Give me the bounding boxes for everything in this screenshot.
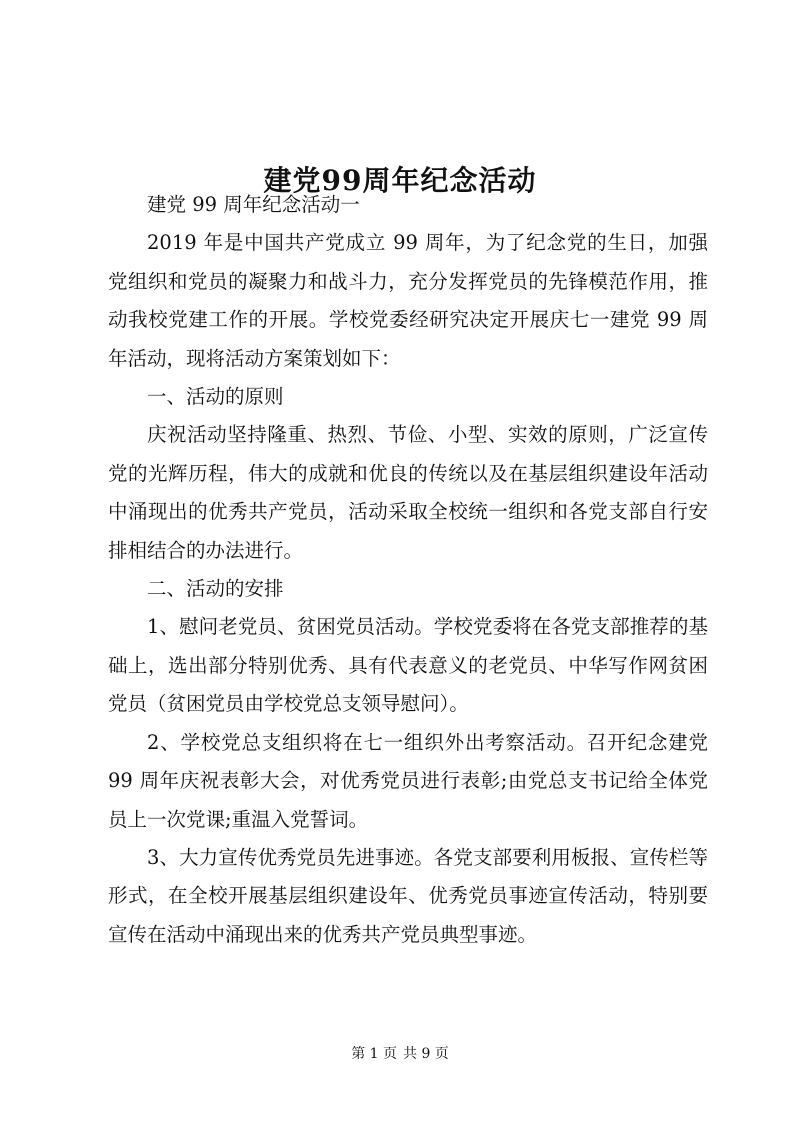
page-total: 共 9 页	[403, 1046, 449, 1062]
paragraph-subtitle: 建党 99 周年纪念活动一	[147, 193, 360, 216]
page-number: 第 1 页	[351, 1046, 397, 1062]
paragraph-item-1: 1、慰问老党员、贫困党员活动。学校党委将在各党支部推荐的基础上，选出部分特别优秀、具有代表意义的老党员、中华写作网贫困党员（贫困党员由学校党总支领导慰问）。	[108, 615, 708, 716]
section-heading-principles: 一、活动的原则	[147, 385, 284, 409]
document-title: 建党99周年纪念活动	[263, 163, 537, 197]
paragraph-principles: 庆祝活动坚持隆重、热烈、节俭、小型、实效的原则，广泛宣传党的光辉历程，伟大的成就和优良的传统以及在基层组织建设年活动中涌现出的优秀共产党员，活动采取全校统一组织和各党支部自行安排相结合的办法进行。	[108, 423, 708, 562]
paragraph-item-2: 2、学校党总支组织将在七一组织外出考察活动。召开纪念建党 99 周年庆祝表彰大会，对优秀党员进行表彰;由党总支书记给全体党员上一次党课;重温入党誓词。	[108, 730, 708, 831]
paragraph-item-3: 3、大力宣传优秀党员先进事迹。各党支部要利用板报、宣传栏等形式，在全校开展基层组织建设年、优秀党员事迹宣传活动，特别要宣传在活动中涌现出来的优秀共产党员典型事迹。	[108, 845, 708, 946]
paragraph-intro: 2019 年是中国共产党成立 99 周年，为了纪念党的生日，加强党组织和党员的凝聚力和战斗力，充分发挥党员的先锋模范作用，推动我校党建工作的开展。学校党委经研究决定开展庆七一建党 99 周年活动，现将活动方案策划如下：	[108, 231, 708, 370]
page-footer	[0, 1044, 800, 1064]
document-body	[108, 186, 708, 954]
section-heading-arrangements: 二、活动的安排	[147, 577, 284, 601]
